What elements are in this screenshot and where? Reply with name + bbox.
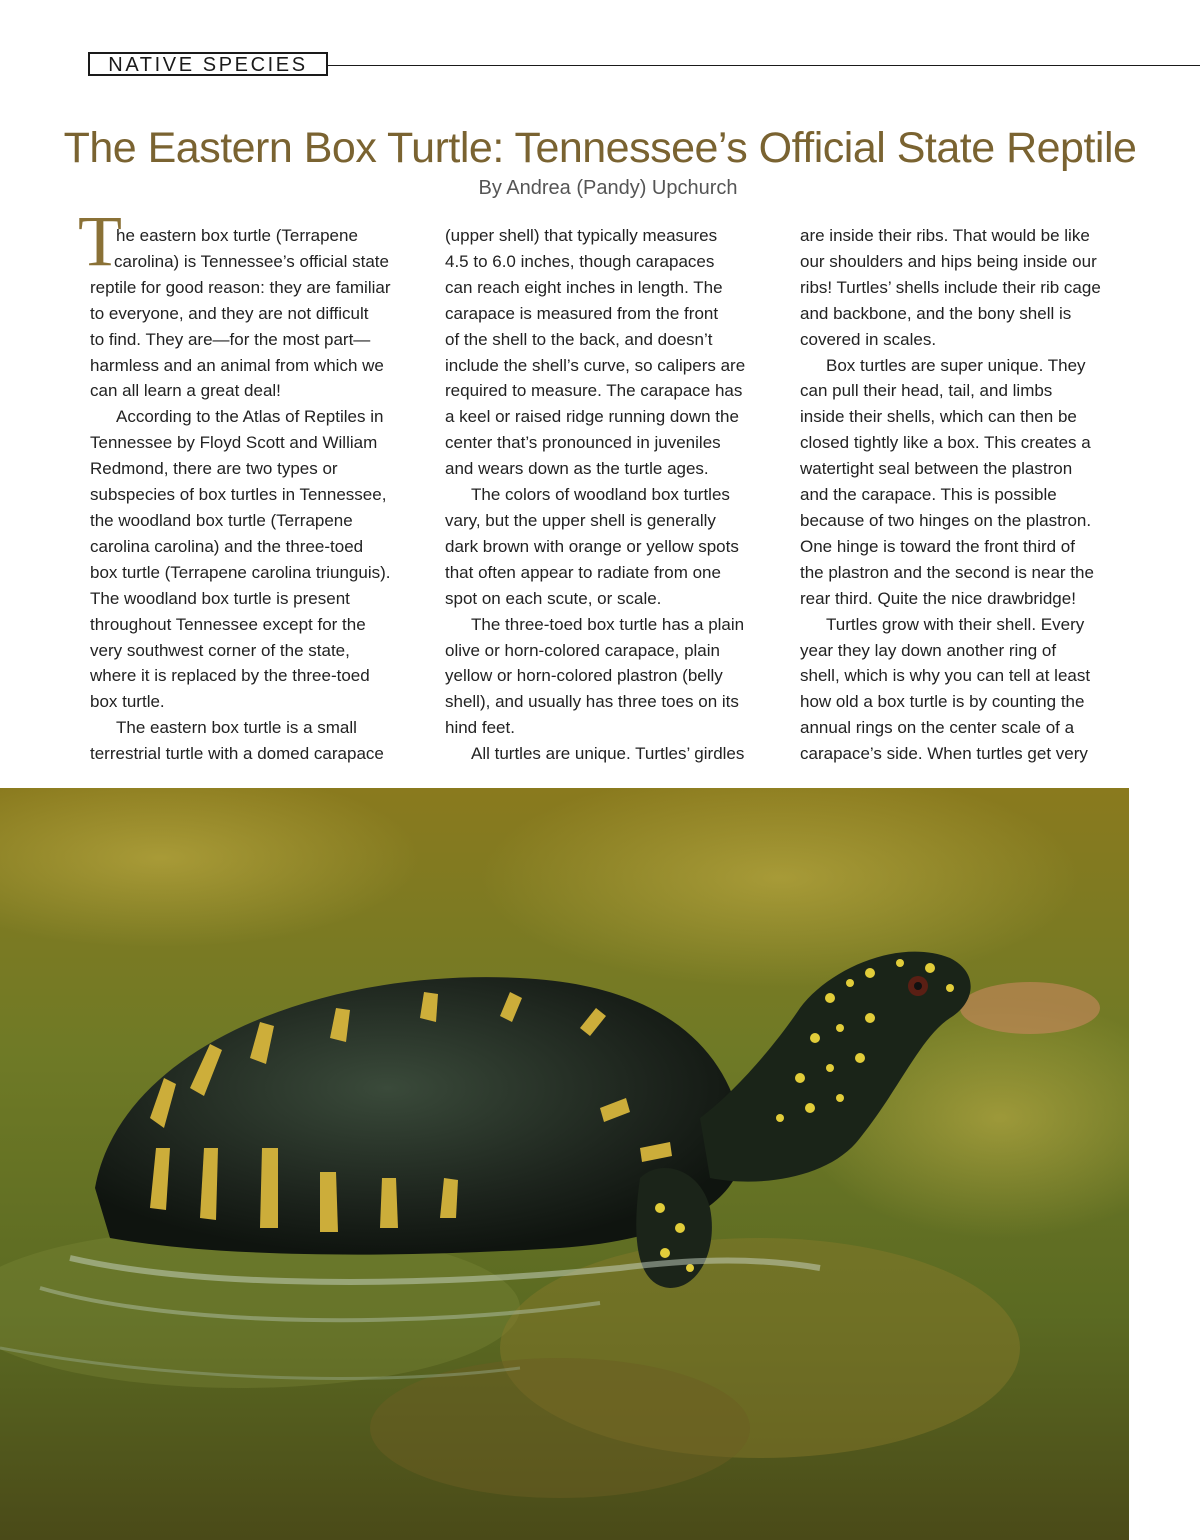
paragraph-line: center that’s pronounced in juveniles — [445, 433, 721, 453]
paragraph-line: the woodland box turtle (Terrapene — [90, 510, 353, 530]
paragraph-line: hind feet. — [445, 718, 515, 738]
paragraph-line: can all learn a great deal! — [90, 381, 281, 401]
paragraph-line: carolina) is Tennessee’s official state — [114, 251, 389, 271]
paragraph-line: inside their shells, which can then be — [800, 407, 1077, 427]
paragraph-line: to everyone, and they are not difficult — [90, 303, 369, 323]
paragraph-line: and wears down as the turtle ages. — [445, 459, 709, 479]
paragraph-line: include the shell’s curve, so calipers are — [445, 355, 746, 375]
paragraph-line: spot on each scute, or scale. — [445, 588, 662, 608]
paragraph-line: terrestrial turtle with a domed carapace — [90, 744, 384, 764]
paragraph-line: dark brown with orange or yellow spots — [445, 536, 739, 556]
paragraph-line: The woodland box turtle is present — [90, 588, 350, 608]
paragraph-line: covered in scales. — [800, 329, 937, 349]
paragraph-line: where it is replaced by the three-toed — [90, 666, 370, 686]
paragraph-line: Turtles grow with their shell. Every — [826, 614, 1085, 634]
paragraph-line: a keel or raised ridge running down the — [445, 407, 739, 427]
paragraph-line: olive or horn-colored carapace, plain — [445, 640, 720, 660]
paragraph-line: required to measure. The carapace has — [445, 381, 743, 401]
paragraph-line: yellow or horn-colored plastron (belly — [445, 666, 723, 686]
paragraph-line: harmless and an animal from which we — [90, 355, 384, 375]
paragraph-line: year they lay down another ring of — [800, 640, 1057, 660]
paragraph-line: carapace is measured from the front — [445, 303, 719, 323]
paragraph-line: The three-toed box turtle has a plain — [471, 614, 745, 634]
box-turtle-photo — [0, 788, 1129, 1540]
paragraph-line: Tennessee by Floyd Scott and William — [90, 433, 378, 453]
paragraph-line: 4.5 to 6.0 inches, though carapaces — [445, 251, 715, 271]
paragraph-line: reptile for good reason: they are familiar — [90, 277, 391, 297]
article-title: The Eastern Box Turtle: Tennessee’s Official State Reptile — [63, 124, 1137, 172]
byline: By Andrea (Pandy) Upchurch — [478, 177, 738, 199]
paragraph-line: Box turtles are super unique. They — [826, 355, 1086, 375]
section-rule — [328, 65, 1200, 66]
paragraph-line: our shoulders and hips being inside our — [800, 251, 1097, 271]
text-column-3 — [800, 223, 1130, 767]
paragraph-line: are inside their ribs. That would be like — [800, 226, 1090, 245]
paragraph-line: of the shell to the back, and doesn’t — [445, 329, 713, 349]
paragraph-line: rear third. Quite the nice drawbridge! — [800, 588, 1076, 608]
paragraph-line: shell), and usually has three toes on its — [445, 692, 739, 712]
paragraph-line: annual rings on the center scale of a — [800, 718, 1075, 738]
paragraph-line: One hinge is toward the front third of — [800, 536, 1075, 556]
paragraph-line: how old a box turtle is by counting the — [800, 692, 1085, 712]
paragraph-line: the plastron and the second is near the — [800, 562, 1094, 582]
paragraph-line: carolina carolina) and the three-toed — [90, 536, 364, 556]
drop-cap: T — [78, 201, 122, 281]
paragraph-line: watertight seal between the plastron — [800, 459, 1073, 479]
paragraph-line: The colors of woodland box turtles — [471, 485, 730, 505]
paragraph-line: box turtle. — [90, 692, 165, 712]
paragraph-line: that often appear to radiate from one — [445, 562, 721, 582]
paragraph-line: All turtles are unique. Turtles’ girdles — [471, 744, 745, 764]
paragraph-line: he eastern box turtle (Terrapene — [116, 226, 358, 245]
paragraph-line: shell, which is why you can tell at least — [800, 666, 1091, 686]
paragraph-line: (upper shell) that typically measures — [445, 226, 718, 245]
paragraph-line: subspecies of box turtles in Tennessee, — [90, 485, 387, 505]
paragraph-line: According to the Atlas of Reptiles in — [116, 407, 384, 427]
paragraph-line: can pull their head, tail, and limbs — [800, 381, 1053, 401]
paragraph-line: ribs! Turtles’ shells include their rib cage — [800, 277, 1101, 297]
paragraph-line: vary, but the upper shell is generally — [445, 510, 716, 530]
paragraph-line: because of two hinges on the plastron. — [800, 510, 1092, 530]
paragraph-line: The eastern box turtle is a small — [116, 718, 357, 738]
section-header — [88, 52, 1200, 80]
paragraph-line: and backbone, and the bony shell is — [800, 303, 1072, 323]
paragraph-line: to find. They are—for the most part— — [90, 329, 371, 349]
paragraph-line: carapace’s side. When turtles get very — [800, 744, 1088, 764]
text-column-1 — [90, 223, 424, 767]
paragraph-line: box turtle (Terrapene carolina triunguis). — [90, 562, 391, 582]
paragraph-line: can reach eight inches in length. The — [445, 277, 723, 297]
paragraph-line: throughout Tennessee except for the — [90, 614, 366, 634]
paragraph-line: and the carapace. This is possible — [800, 485, 1057, 505]
text-column-2 — [445, 223, 775, 767]
paragraph-line: Redmond, there are two types or — [90, 459, 338, 479]
section-label: NATIVE SPECIES — [88, 52, 328, 76]
paragraph-line: very southwest corner of the state, — [90, 640, 350, 660]
paragraph-line: closed tightly like a box. This creates a — [800, 433, 1091, 453]
